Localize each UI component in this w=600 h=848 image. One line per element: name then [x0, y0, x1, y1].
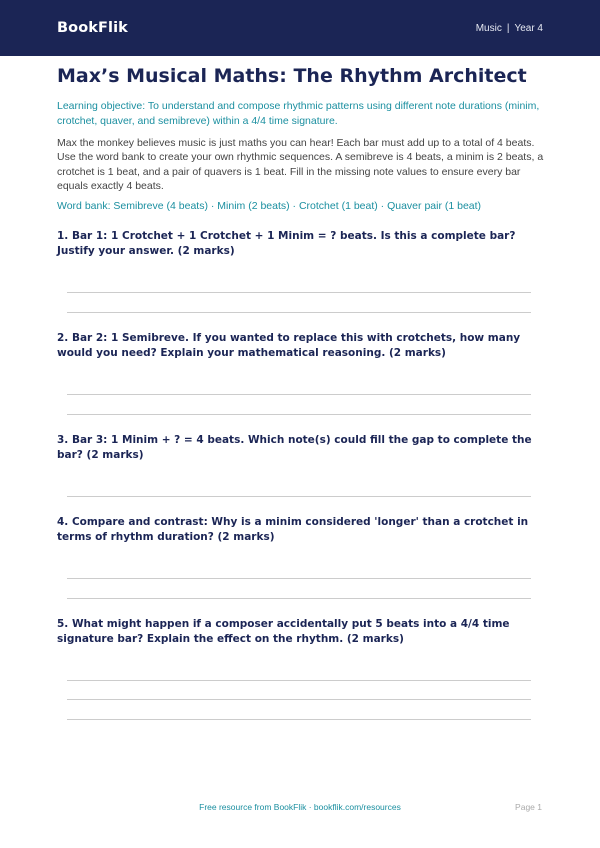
answer-line[interactable] [67, 719, 531, 720]
meta-separator: | [506, 22, 510, 34]
learning-objective: Learning objective: To understand and compose rhythmic patterns using different note durations (minim, crotchet, quaver, and semibreve) within a 4/4 time signature. [57, 100, 540, 127]
brand-logo[interactable]: BookFlik [57, 20, 128, 36]
answer-line[interactable] [67, 598, 531, 599]
intro-paragraph: Max the monkey believes music is just maths you can hear! Each bar must add up to a total of 4 beats. Use the word bank to create your own rhythmic sequences. A semibreve is 4 beats, a minim is 2 beats, a crotchet is 1 beat, and a pair of quavers is 1 beat. Fill in the missing note values to ensure every bar equals exactly 4 beats. [57, 137, 544, 193]
question-4: 4. Compare and contrast: Why is a minim considered 'longer' than a crotchet in terms of rhythm duration? (2 marks) [57, 516, 529, 543]
answer-line[interactable] [67, 394, 531, 395]
question-3: 3. Bar 3: 1 Minim + ? = 4 beats. Which note(s) could fill the gap to complete the bar? (2 marks) [57, 434, 532, 461]
resource-link[interactable]: Free resource from BookFlik · bookflik.com/resources [199, 802, 401, 812]
answer-line[interactable] [67, 578, 531, 579]
question-2: 2. Bar 2: 1 Semibreve. If you wanted to replace this with crotchets, how many would you need? Explain your mathematical reasoning. (2 marks) [57, 332, 521, 359]
answer-line[interactable] [67, 680, 531, 681]
page-number: Page 1 [515, 802, 542, 812]
question-5: 5. What might happen if a composer accidentally put 5 beats into a 4/4 time signature bar? Explain the effect on the rhythm. (2 marks) [57, 618, 510, 645]
question-1: 1. Bar 1: 1 Crotchet + 1 Crotchet + 1 Minim = ? beats. Is this a complete bar? Justify your answer. (2 marks) [57, 230, 516, 257]
answer-line[interactable] [67, 496, 531, 497]
page-footer [0, 802, 600, 816]
answer-line[interactable] [67, 312, 531, 313]
site-header [0, 0, 600, 56]
subject-year-label [476, 23, 543, 34]
answer-line[interactable] [67, 414, 531, 415]
year-label: Year 4 [514, 22, 543, 34]
word-bank: Word bank: Semibreve (4 beats) · Minim (2 beats) · Crotchet (1 beat) · Quaver pair (1 beat) [57, 200, 482, 212]
worksheet-title: Max’s Musical Maths: The Rhythm Architect [57, 65, 527, 87]
subject-label: Music [475, 22, 502, 34]
answer-line[interactable] [67, 292, 531, 293]
answer-line[interactable] [67, 699, 531, 700]
